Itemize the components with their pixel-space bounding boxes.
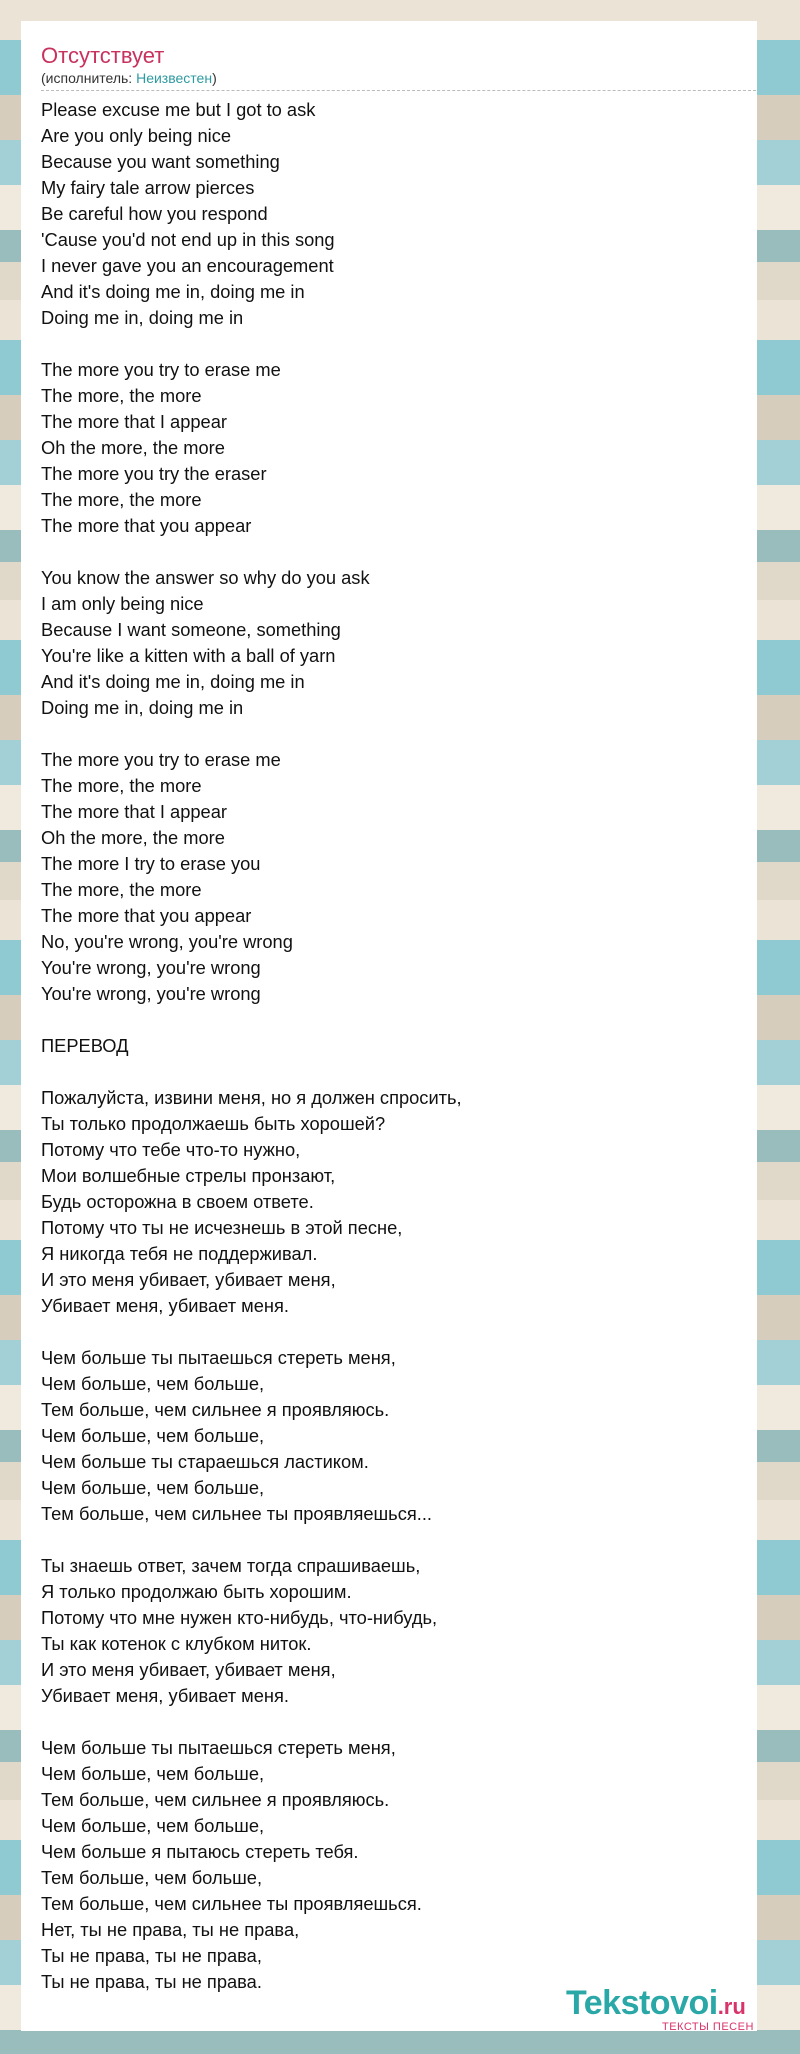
lyric-line: Я только продолжаю быть хорошим.: [41, 1581, 352, 1602]
lyric-line: Тем больше, чем сильнее я проявляюсь.: [41, 1399, 390, 1420]
lyric-line: Чем больше, чем больше,: [41, 1763, 265, 1784]
lyric-line: Oh the more, the more: [41, 827, 225, 848]
lyric-line: Потому что тебе что-то нужно,: [41, 1139, 301, 1160]
artist-suffix: ): [212, 70, 217, 86]
lyric-line: Чем больше, чем больше,: [41, 1815, 265, 1836]
lyric-line: You're wrong, you're wrong: [41, 957, 261, 978]
lyric-line: И это меня убивает, убивает меня,: [41, 1269, 336, 1290]
lyric-line: I am only being nice: [41, 593, 204, 614]
site-logo[interactable]: [566, 1986, 776, 2034]
lyric-line: Чем больше, чем больше,: [41, 1373, 265, 1394]
artist-prefix: (исполнитель:: [41, 70, 137, 86]
lyric-line: И это меня убивает, убивает меня,: [41, 1659, 336, 1680]
logo-tld: .ru: [717, 1994, 746, 2019]
lyric-line: Because you want something: [41, 151, 280, 172]
stanza-gap: [41, 539, 737, 565]
lyric-line: And it's doing me in, doing me in: [41, 281, 305, 302]
stanza-gap: [41, 1319, 737, 1345]
lyric-line: The more that I appear: [41, 801, 227, 822]
lyric-line: And it's doing me in, doing me in: [41, 671, 305, 692]
lyric-line: Doing me in, doing me in: [41, 697, 244, 718]
lyric-line: Я никогда тебя не поддерживал.: [41, 1243, 318, 1264]
lyric-line: Please excuse me but I got to ask: [41, 99, 316, 120]
lyric-line: Чем больше ты пытаешься стереть меня,: [41, 1347, 396, 1368]
stanza-gap: [41, 1007, 737, 1033]
lyric-line: Нет, ты не права, ты не права,: [41, 1919, 300, 1940]
artist-link[interactable]: Неизвестен: [136, 70, 213, 86]
lyric-line: No, you're wrong, you're wrong: [41, 931, 293, 952]
stanza-gap: [41, 1709, 737, 1735]
lyric-line: The more you try the eraser: [41, 463, 267, 484]
lyric-line: Мои волшебные стрелы пронзают,: [41, 1165, 336, 1186]
lyric-line: The more, the more: [41, 879, 202, 900]
lyric-line: Тем больше, чем сильнее я проявляюсь.: [41, 1789, 390, 1810]
lyric-line: Потому что мне нужен кто-нибудь, что-нибудь,: [41, 1607, 438, 1628]
lyric-line: Are you only being nice: [41, 125, 232, 146]
lyric-line: Oh the more, the more: [41, 437, 225, 458]
lyric-line: Чем больше, чем больше,: [41, 1477, 265, 1498]
lyric-line: You're wrong, you're wrong: [41, 983, 261, 1004]
lyric-line: You know the answer so why do you ask: [41, 567, 370, 588]
stanza-gap: [41, 331, 737, 357]
lyric-line: The more you try to erase me: [41, 749, 281, 770]
lyric-line: Чем больше я пытаюсь стереть тебя.: [41, 1841, 359, 1862]
lyric-line: ПЕРЕВОД: [41, 1035, 129, 1056]
lyric-line: The more, the more: [41, 489, 202, 510]
lyric-line: Ты только продолжаешь быть хорошей?: [41, 1113, 386, 1134]
lyric-line: I never gave you an encouragement: [41, 255, 334, 276]
lyric-line: Чем больше ты стараешься ластиком.: [41, 1451, 369, 1472]
lyric-line: My fairy tale arrow pierces: [41, 177, 255, 198]
lyric-line: Ты не права, ты не права.: [41, 1971, 262, 1992]
song-title: Отсутствует: [41, 43, 165, 68]
lyric-line: You're like a kitten with a ball of yarn: [41, 645, 336, 666]
lyric-line: The more that you appear: [41, 515, 252, 536]
lyric-line: The more, the more: [41, 775, 202, 796]
lyrics-card: [21, 21, 757, 2031]
lyric-line: Ты как котенок с клубком ниток.: [41, 1633, 312, 1654]
stanza-gap: [41, 1059, 737, 1085]
lyric-line: Тем больше, чем больше,: [41, 1867, 263, 1888]
lyric-line: Ты не права, ты не права,: [41, 1945, 262, 1966]
lyric-line: The more that I appear: [41, 411, 227, 432]
artist-line: [41, 69, 756, 91]
logo-tagline: ТЕКСТЫ ПЕСЕН: [662, 2021, 754, 2033]
lyric-line: Пожалуйста, извини меня, но я должен спросить,: [41, 1087, 462, 1108]
lyric-line: The more I try to erase you: [41, 853, 261, 874]
lyric-line: Doing me in, doing me in: [41, 307, 244, 328]
lyric-line: Because I want someone, something: [41, 619, 341, 640]
logo-name: Tekstovoi: [566, 1984, 718, 2022]
lyric-line: Тем больше, чем сильнее ты проявляешься...: [41, 1503, 432, 1524]
lyric-line: Чем больше, чем больше,: [41, 1425, 265, 1446]
lyric-line: Будь осторожна в своем ответе.: [41, 1191, 314, 1212]
stanza-gap: [41, 1527, 737, 1553]
lyric-line: The more that you appear: [41, 905, 252, 926]
lyric-line: Be careful how you respond: [41, 203, 268, 224]
lyric-line: Чем больше ты пытаешься стереть меня,: [41, 1737, 396, 1758]
lyric-line: Убивает меня, убивает меня.: [41, 1685, 289, 1706]
lyrics-text: [41, 97, 737, 1995]
lyric-line: Ты знаешь ответ, зачем тогда спрашиваешь,: [41, 1555, 421, 1576]
lyric-line: The more, the more: [41, 385, 202, 406]
lyric-line: Убивает меня, убивает меня.: [41, 1295, 289, 1316]
lyric-line: 'Cause you'd not end up in this song: [41, 229, 335, 250]
lyric-line: The more you try to erase me: [41, 359, 281, 380]
lyric-line: Потому что ты не исчезнешь в этой песне,: [41, 1217, 403, 1238]
lyric-line: Тем больше, чем сильнее ты проявляешься.: [41, 1893, 422, 1914]
stanza-gap: [41, 721, 737, 747]
